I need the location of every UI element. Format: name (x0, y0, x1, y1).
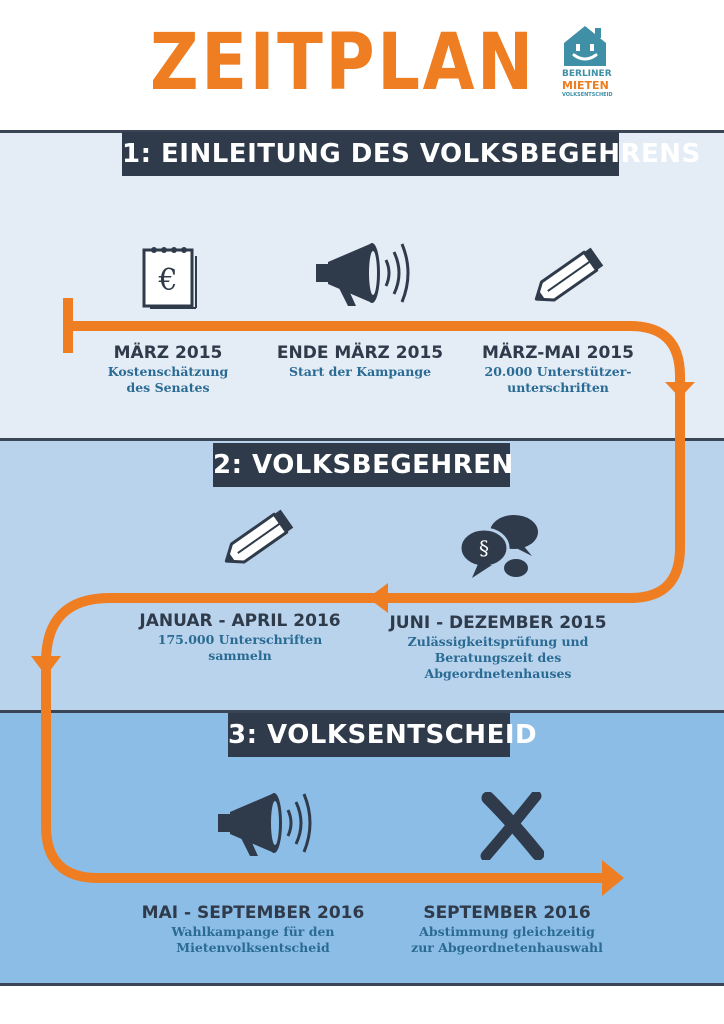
event-september-2016 (400, 902, 614, 956)
event-description: Wahlkampange für den Mietenvolksentscheid (171, 924, 335, 955)
event-description: 175.000 Unterschriften sammeln (157, 632, 323, 663)
event-januar-april-2016 (124, 610, 356, 664)
logo-line-2: MIETEN (562, 79, 609, 92)
svg-text:€: € (158, 263, 178, 298)
ballot-cross-icon (480, 792, 544, 860)
event-mai-september-2016 (132, 902, 374, 956)
event-date: JUNI - DEZEMBER 2015 (389, 613, 607, 633)
megaphone-icon (214, 786, 314, 862)
page-title: ZEITPLAN (150, 18, 536, 108)
event-description: Kostenschätzung des Senates (107, 364, 229, 395)
event-date: ENDE MÄRZ 2015 (276, 343, 444, 363)
event-date: SEPTEMBER 2016 (423, 903, 591, 923)
event-date: MÄRZ-MAI 2015 (482, 343, 634, 363)
megaphone-icon (312, 236, 412, 312)
pencil-icon (522, 246, 608, 312)
phase-1-title: 1: EINLEITUNG DES VOLKSBEGEHRENS (122, 132, 619, 176)
euro-document-icon (138, 244, 200, 310)
event-description: 20.000 Unterstützer- unterschriften (484, 364, 632, 395)
phase-2-title: 2: VOLKSBEGEHREN (213, 443, 510, 487)
event-description: Start der Kampange (288, 364, 432, 379)
event-ende-maerz-2015 (268, 342, 452, 380)
logo-line-3: VOLKSENTSCHEID (562, 92, 613, 98)
event-description: Zulässigkeitsprüfung und Beratungszeit des Abgeordnetenhauses (407, 634, 589, 681)
phase-3-title: 3: VOLKSENTSCHEID (228, 713, 510, 757)
event-description: Abstimmung gleichzeitig zur Abgeordnetenhauswahl (411, 924, 603, 955)
speech-bubbles-icon (458, 510, 540, 584)
event-maerz-mai-2015 (470, 342, 646, 396)
pencil-icon (212, 508, 298, 574)
event-date: MÄRZ 2015 (113, 343, 223, 363)
event-date: MAI - SEPTEMBER 2016 (141, 903, 365, 923)
event-maerz-2015 (88, 342, 248, 396)
svg-text:§: § (479, 536, 489, 560)
event-juni-dezember-2015 (382, 612, 614, 682)
logo-line-1: BERLINER (562, 69, 612, 79)
event-date: JANUAR - APRIL 2016 (139, 611, 341, 631)
